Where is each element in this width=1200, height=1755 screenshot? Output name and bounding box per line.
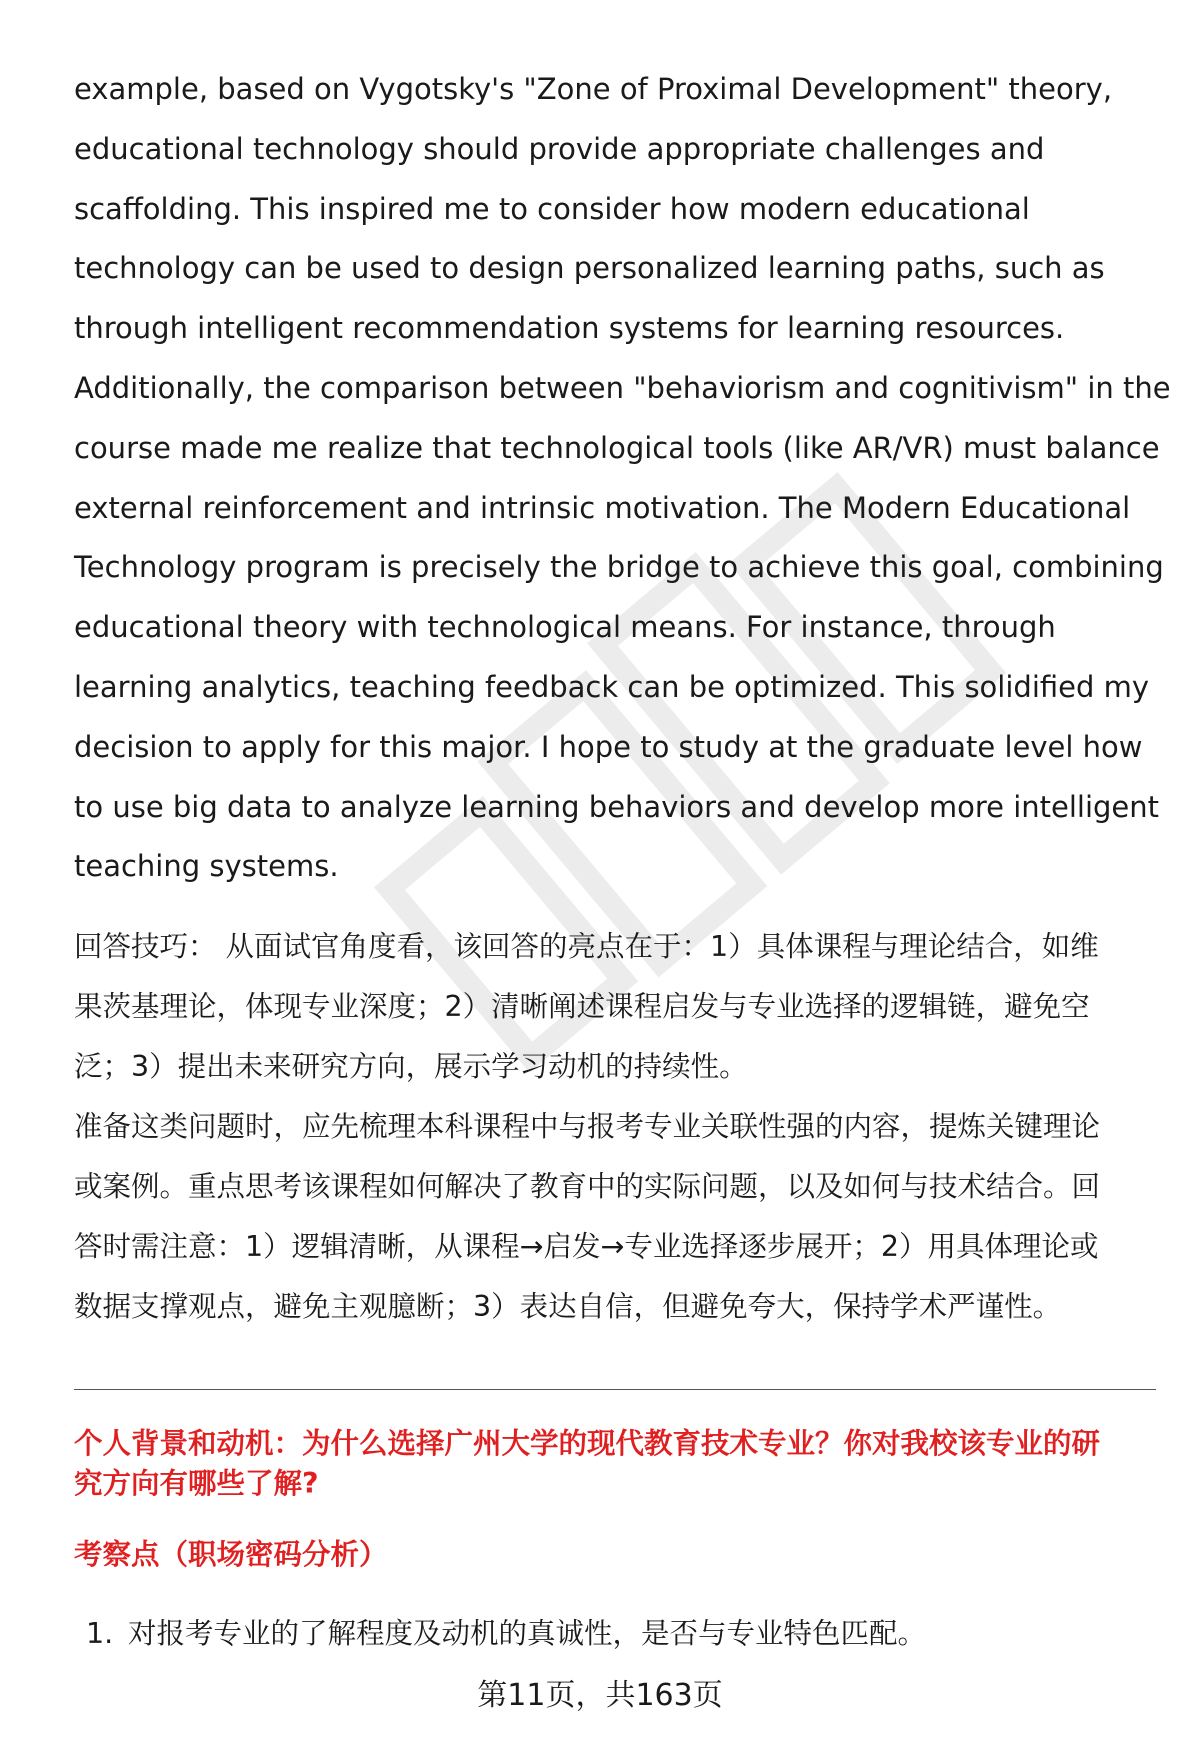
paragraph-line: educational theory with technological means. For instance, through [74,610,1056,645]
tips-line: 泛；3）提出未来研究方向，展示学习动机的持续性。 [74,1050,748,1084]
section-heading: 考察点（职场密码分析） [74,1538,388,1571]
tips-line: 准备这类问题时，应先梳理本科课程中与报考专业关联性强的内容，提炼关键理论 [74,1110,1101,1144]
document-page [74,60,1171,1337]
paragraph-line: through intelligent recommendation systems for learning resources. [74,311,1065,346]
paragraph-line: technology can be used to design personalized learning paths, such as [74,251,1105,286]
paragraph-line: Additionally, the comparison between "behaviorism and cognitivism" in the [74,370,1171,405]
paragraph-line: teaching systems. [74,849,339,884]
english-answer-paragraph [74,60,1171,897]
list-number: 1. [86,1617,114,1650]
paragraph-line: Technology program is precisely the bridge to achieve this goal, combining [74,550,1164,585]
paragraph-line: example, based on Vygotsky's "Zone of Proximal Development" theory, [74,72,1113,106]
paragraph-line: external reinforcement and intrinsic motivation. The Modern Educational [74,490,1131,525]
tips-line: 回答技巧： 从面试官角度看，该回答的亮点在于：1）具体课程与理论结合，如维 [74,930,1099,964]
list-item-text: 对报考专业的了解程度及动机的真诚性，是否与专业特色匹配。 [128,1617,927,1650]
list-item [86,1614,926,1654]
paragraph-line: course made me realize that technological tools (like AR/VR) must balance [74,430,1160,465]
paragraph-line: to use big data to analyze learning behaviors and develop more intelligent [74,789,1160,824]
question-title-line: 究方向有哪些了解? [74,1467,319,1500]
tips-line: 果茨基理论，体现专业深度；2）清晰阐述课程启发与专业选择的逻辑链，避免空 [74,990,1090,1024]
tips-line: 答时需注意：1）逻辑清晰，从课程→启发→专业选择逐步展开；2）用具体理论或 [74,1230,1099,1264]
section-divider [74,1389,1156,1390]
paragraph-line: scaffolding. This inspired me to consider how modern educational [74,191,1030,226]
question-title [74,1424,1100,1504]
paragraph-line: learning analytics, teaching feedback can be optimized. This solidified my [74,669,1150,704]
tips-line: 或案例。重点思考该课程如何解决了教育中的实际问题，以及如何与技术结合。回 [74,1170,1101,1204]
page-indicator: 第11页，共163页 [477,1678,723,1713]
paragraph-line: decision to apply for this major. I hope to study at the graduate level how [74,729,1143,764]
paragraph-line: educational technology should provide appropriate challenges and [74,131,1045,166]
tips-line: 数据支撑观点，避免主观臆断；3）表达自信，但避免夸大，保持学术严谨性。 [74,1290,1062,1324]
answer-tips-section [74,917,1154,1337]
question-title-line: 个人背景和动机：为什么选择广州大学的现代教育技术专业？你对我校该专业的研 [74,1427,1101,1460]
